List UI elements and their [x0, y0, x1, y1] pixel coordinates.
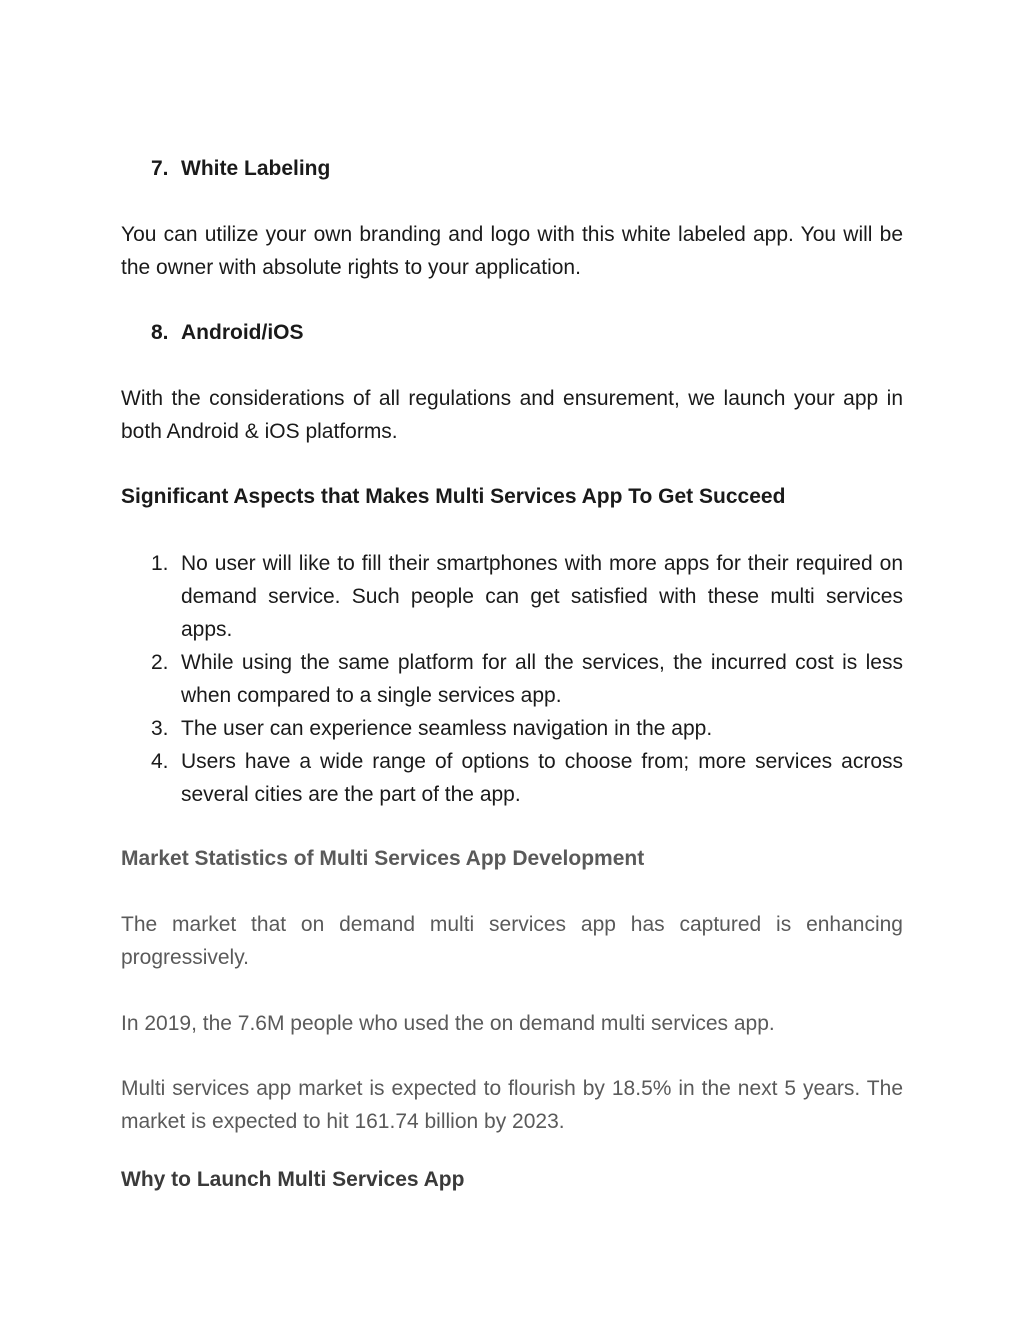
section-heading-white-labeling — [151, 152, 903, 185]
section-number: 8. — [151, 321, 169, 344]
list-item — [121, 745, 903, 811]
heading-why-launch: Why to Launch Multi Services App — [121, 1168, 465, 1191]
heading-market-statistics: Market Statistics of Multi Services App Development — [121, 847, 645, 870]
paragraph-white-labeling: You can utilize your own branding and logo with this white labeled app. You will be the owner with absolute rights to your application. — [121, 223, 903, 279]
section-title: White Labeling — [181, 157, 331, 180]
paragraph-market-2: In 2019, the 7.6M people who used the on demand multi services app. — [121, 1012, 775, 1035]
section-title: Android/iOS — [181, 321, 304, 344]
list-item — [121, 646, 903, 712]
list-item-text: Users have a wide range of options to choose from; more services across several cities are the part of the app. — [181, 750, 903, 806]
paragraph-market-3: Multi services app market is expected to flourish by 18.5% in the next 5 years. The market is expected to hit 161.74 billion by 2023. — [121, 1077, 903, 1133]
aspects-list — [121, 547, 903, 811]
paragraph-android-ios: With the considerations of all regulations and ensurement, we launch your app in both Android & iOS platforms. — [121, 387, 903, 443]
list-item-number: 4. — [151, 750, 169, 773]
list-item — [121, 712, 903, 745]
list-item-text: While using the same platform for all the services, the incurred cost is less when compared to a single services app. — [181, 651, 903, 707]
list-item-number: 2. — [151, 651, 169, 674]
list-item-number: 1. — [151, 552, 169, 575]
list-item-text: No user will like to fill their smartphones with more apps for their required on demand service. Such people can get satisfied with these multi services apps. — [181, 552, 903, 641]
section-number: 7. — [151, 157, 169, 180]
paragraph-market-1: The market that on demand multi services app has captured is enhancing progressively. — [121, 913, 903, 969]
list-item-text: The user can experience seamless navigation in the app. — [181, 717, 713, 740]
list-item — [121, 547, 903, 646]
list-item-number: 3. — [151, 717, 169, 740]
section-heading-android-ios — [151, 316, 903, 349]
heading-significant-aspects: Significant Aspects that Makes Multi Services App To Get Succeed — [121, 485, 786, 508]
